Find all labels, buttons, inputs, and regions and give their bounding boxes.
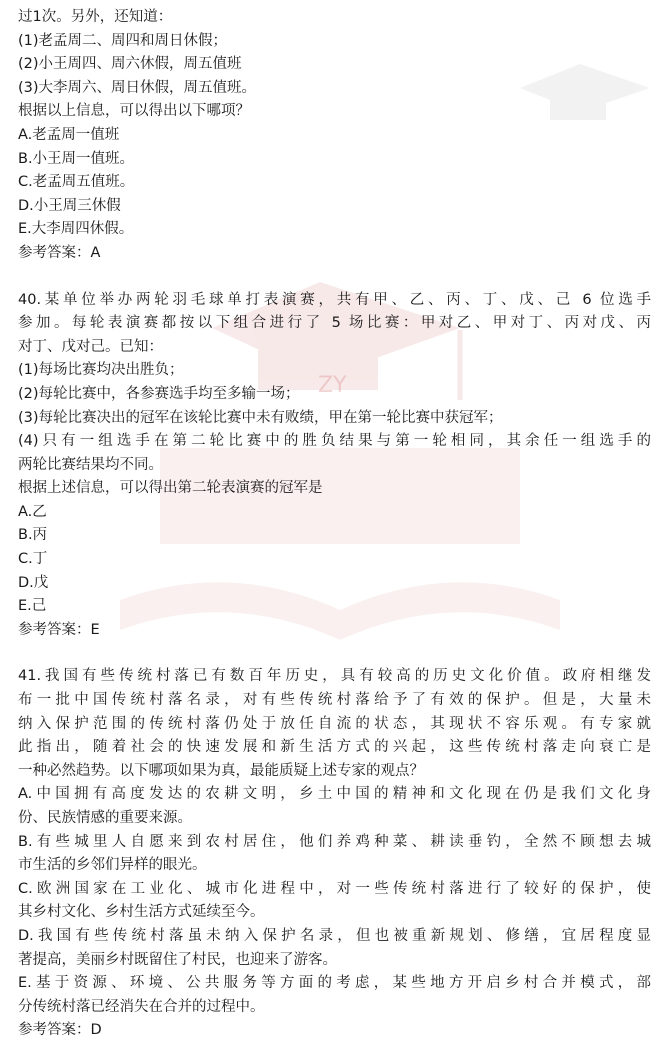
question-41 (18, 665, 651, 1043)
condition-line: (2)每轮比赛中，各参赛选手均至多输一场； (18, 385, 300, 402)
condition-line: (4)只有一组选手在第二轮比赛中的胜负结果与第一轮相同，其余任一组选手的 (18, 433, 651, 450)
text-line: (3)大李周六、周日休假，周五值班。 (18, 79, 257, 96)
watermark-brand-text: ZY (318, 373, 347, 398)
option-d: D.我国有些传统村落虽未纳入保护名录，但也被重新规划、修缮，宜居程度显 (18, 927, 651, 944)
option-b: B.小王周一值班。 (18, 150, 135, 167)
answer-key: 参考答案：D (18, 1022, 102, 1039)
answer-key: 参考答案：A (18, 244, 101, 261)
option-a: A.乙 (18, 503, 47, 520)
option-b: B.有些城里人自愿来到农村居住，他们养鸡种菜、耕读垂钓，全然不顾想去城 (18, 833, 651, 850)
option-c: C.老孟周五值班。 (18, 174, 135, 191)
option-b: B.丙 (18, 527, 48, 544)
option-d: D.戊 (18, 574, 49, 591)
question-40 (18, 289, 651, 643)
question-stem-line: 参加。每轮表演赛都按以下组合进行了 5 场比赛：甲对乙、甲对丁、丙对戊、丙 (18, 315, 651, 332)
text-line: (1)老孟周二、周四和周日休假； (18, 32, 228, 49)
question-prompt: 一种必然趋势。以下哪项如果为真，最能质疑上述专家的观点？ (18, 762, 424, 779)
text-line: 过1次。另外，还知道： (18, 9, 173, 25)
option-d-cont: 著提高，美丽乡村既留住了村民，也迎来了游客。 (18, 951, 337, 968)
option-b-cont: 市生活的乡邻们异样的眼光。 (18, 857, 207, 874)
question-stem-line: 41.我国有些传统村落已有数百年历史，具有较高的历史文化价值。政府相继发 (18, 668, 651, 685)
condition-line: 两轮比赛结果均不同。 (18, 456, 163, 473)
option-c: C.丁 (18, 551, 48, 568)
condition-line: (3)每轮比赛决出的冠军在该轮比赛中未有败绩，甲在第一轮比赛中获冠军； (18, 409, 503, 426)
option-c-cont: 其乡村文化、乡村生活方式延续至今。 (18, 904, 265, 921)
text-line: (2)小王周四、周六休假，周五值班 (18, 56, 242, 73)
text-line: 根据以上信息，可以得出以下哪项？ (18, 103, 250, 120)
question-stem-line: 此指出，随着社会的快速发展和新生活方式的兴起，这些传统村落走向衰亡是 (18, 739, 651, 756)
question-prompt: 根据上述信息，可以得出第二轮表演赛的冠军是 (18, 480, 323, 497)
option-e: E.己 (18, 598, 47, 615)
option-e: E.大李周四休假。 (18, 221, 134, 238)
question-stem-line: 布一批中国传统村落名录，对有些传统村落给予了有效的保护。但是，大量未 (18, 692, 651, 709)
condition-line: (1)每场比赛均决出胜负； (18, 362, 184, 379)
question-stem-line: 40.某单位举办两轮羽毛球单打表演赛，共有甲、乙、丙、丁、戊、己 6 位选手 (18, 291, 651, 308)
option-e-cont: 分传统村落已经消失在合并的过程中。 (18, 998, 265, 1015)
option-e: E.基于资源、环境、公共服务等方面的考虑，某些地方开启乡村合并模式，部 (18, 975, 651, 992)
question-stem-line: 对丁、戊对己。已知： (18, 338, 163, 355)
option-a: A.中国拥有高度发达的农耕文明，乡土中国的精神和文化现在仍是我们文化身 (18, 786, 651, 803)
question-stem-line: 纳入保护范围的传统村落仍处于放任自流的状态，其现状不容乐观。有专家就 (18, 715, 651, 732)
question-39-tail (18, 6, 651, 266)
option-c: C.欧洲国家在工业化、城市化进程中，对一些传统村落进行了较好的保护，使 (18, 880, 651, 897)
option-a-cont: 份、民族情感的重要来源。 (18, 810, 192, 826)
option-a: A.老孟周一值班 (18, 126, 120, 143)
answer-key: 参考答案：E (18, 621, 100, 638)
option-d: D.小王周三休假 (18, 197, 121, 214)
